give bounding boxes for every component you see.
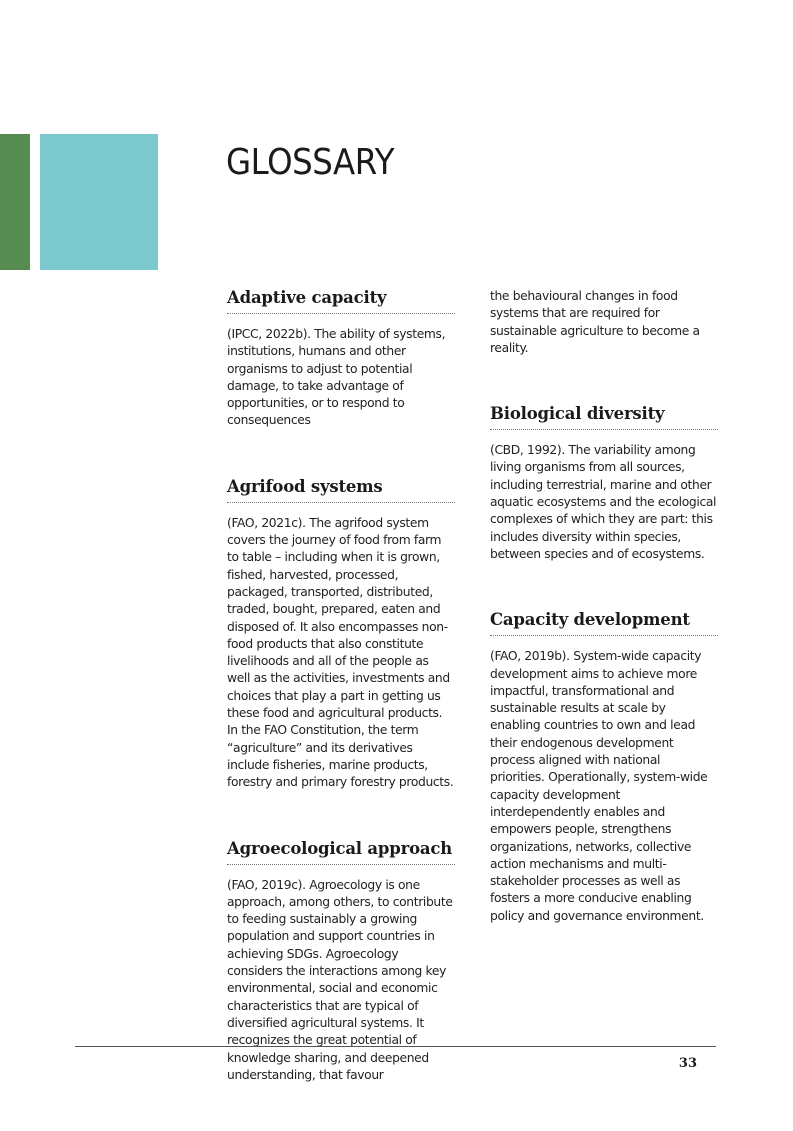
glossary-term: Agrifood systems <box>227 477 455 503</box>
glossary-definition: (CBD, 1992). The variability among living organisms from all sources, including terrestrial, marine and other aquatic ecosystems and the ecological complexes of which they are part: this includes diversity within species, between species and of ecosystems. <box>490 443 717 561</box>
glossary-column-left <box>227 288 455 1131</box>
glossary-entry <box>490 610 718 925</box>
page-title: GLOSSARY <box>226 142 395 183</box>
glossary-term: Adaptive capacity <box>227 288 455 314</box>
glossary-entry <box>227 477 455 792</box>
glossary-entry <box>227 839 455 1085</box>
glossary-term: Agroecological approach <box>227 839 455 865</box>
teal-decorative-block <box>40 134 158 270</box>
glossary-entry <box>490 404 718 563</box>
glossary-definition: (FAO, 2019b). System-wide capacity development aims to achieve more impactful, transformational and sustainable results at scale by enabling countries to own and lead their endogenous development process aligned with national priorities. Operationally, system-wide capacity development interdependently enables and empowers people, strengthens organizations, networks, collective action mechanisms and multi-stakeholder processes as well as fosters a more conducive enabling policy and governance environment. <box>490 649 708 923</box>
glossary-definition-continued: the behavioural changes in food systems that are required for sustainable agriculture to become a reality. <box>490 289 700 355</box>
glossary-entry-continuation <box>490 288 718 357</box>
glossary-definition: (FAO, 2019c). Agroecology is one approach, among others, to contribute to feeding sustainably a growing population and support countries in achieving SDGs. Agroecology considers the interactions among key environmental, social and economic characteristics that are typical of diversified agricultural systems. It recognizes the great potential of knowledge sharing, and deepened understanding, that favour <box>227 877 453 1082</box>
page-number: 33 <box>678 1056 697 1071</box>
glossary-term: Biological diversity <box>490 404 718 430</box>
glossary-entry <box>227 288 455 430</box>
glossary-definition: (IPCC, 2022b). The ability of systems, institutions, humans and other organisms to adjust to potential damage, to take advantage of opportunities, or to respond to consequences <box>227 327 446 428</box>
glossary-term: Capacity development <box>490 610 718 636</box>
glossary-definition: (FAO, 2021c). The agrifood system covers the journey of food from farm to table – including when it is grown, fished, harvested, processed, packaged, transported, distributed, traded, bought, prepared, eaten and disposed of. It also encompasses non-food products that also constitute livelihoods and all of the people as well as the activities, investments and choices that play a part in getting us these food and agricultural products. In the FAO Constitution, the term “agriculture” and its derivatives include fisheries, marine products, forestry and primary forestry products. <box>227 515 454 790</box>
glossary-column-right <box>490 288 718 972</box>
green-decorative-block <box>0 134 30 270</box>
footer-divider <box>75 1046 716 1047</box>
